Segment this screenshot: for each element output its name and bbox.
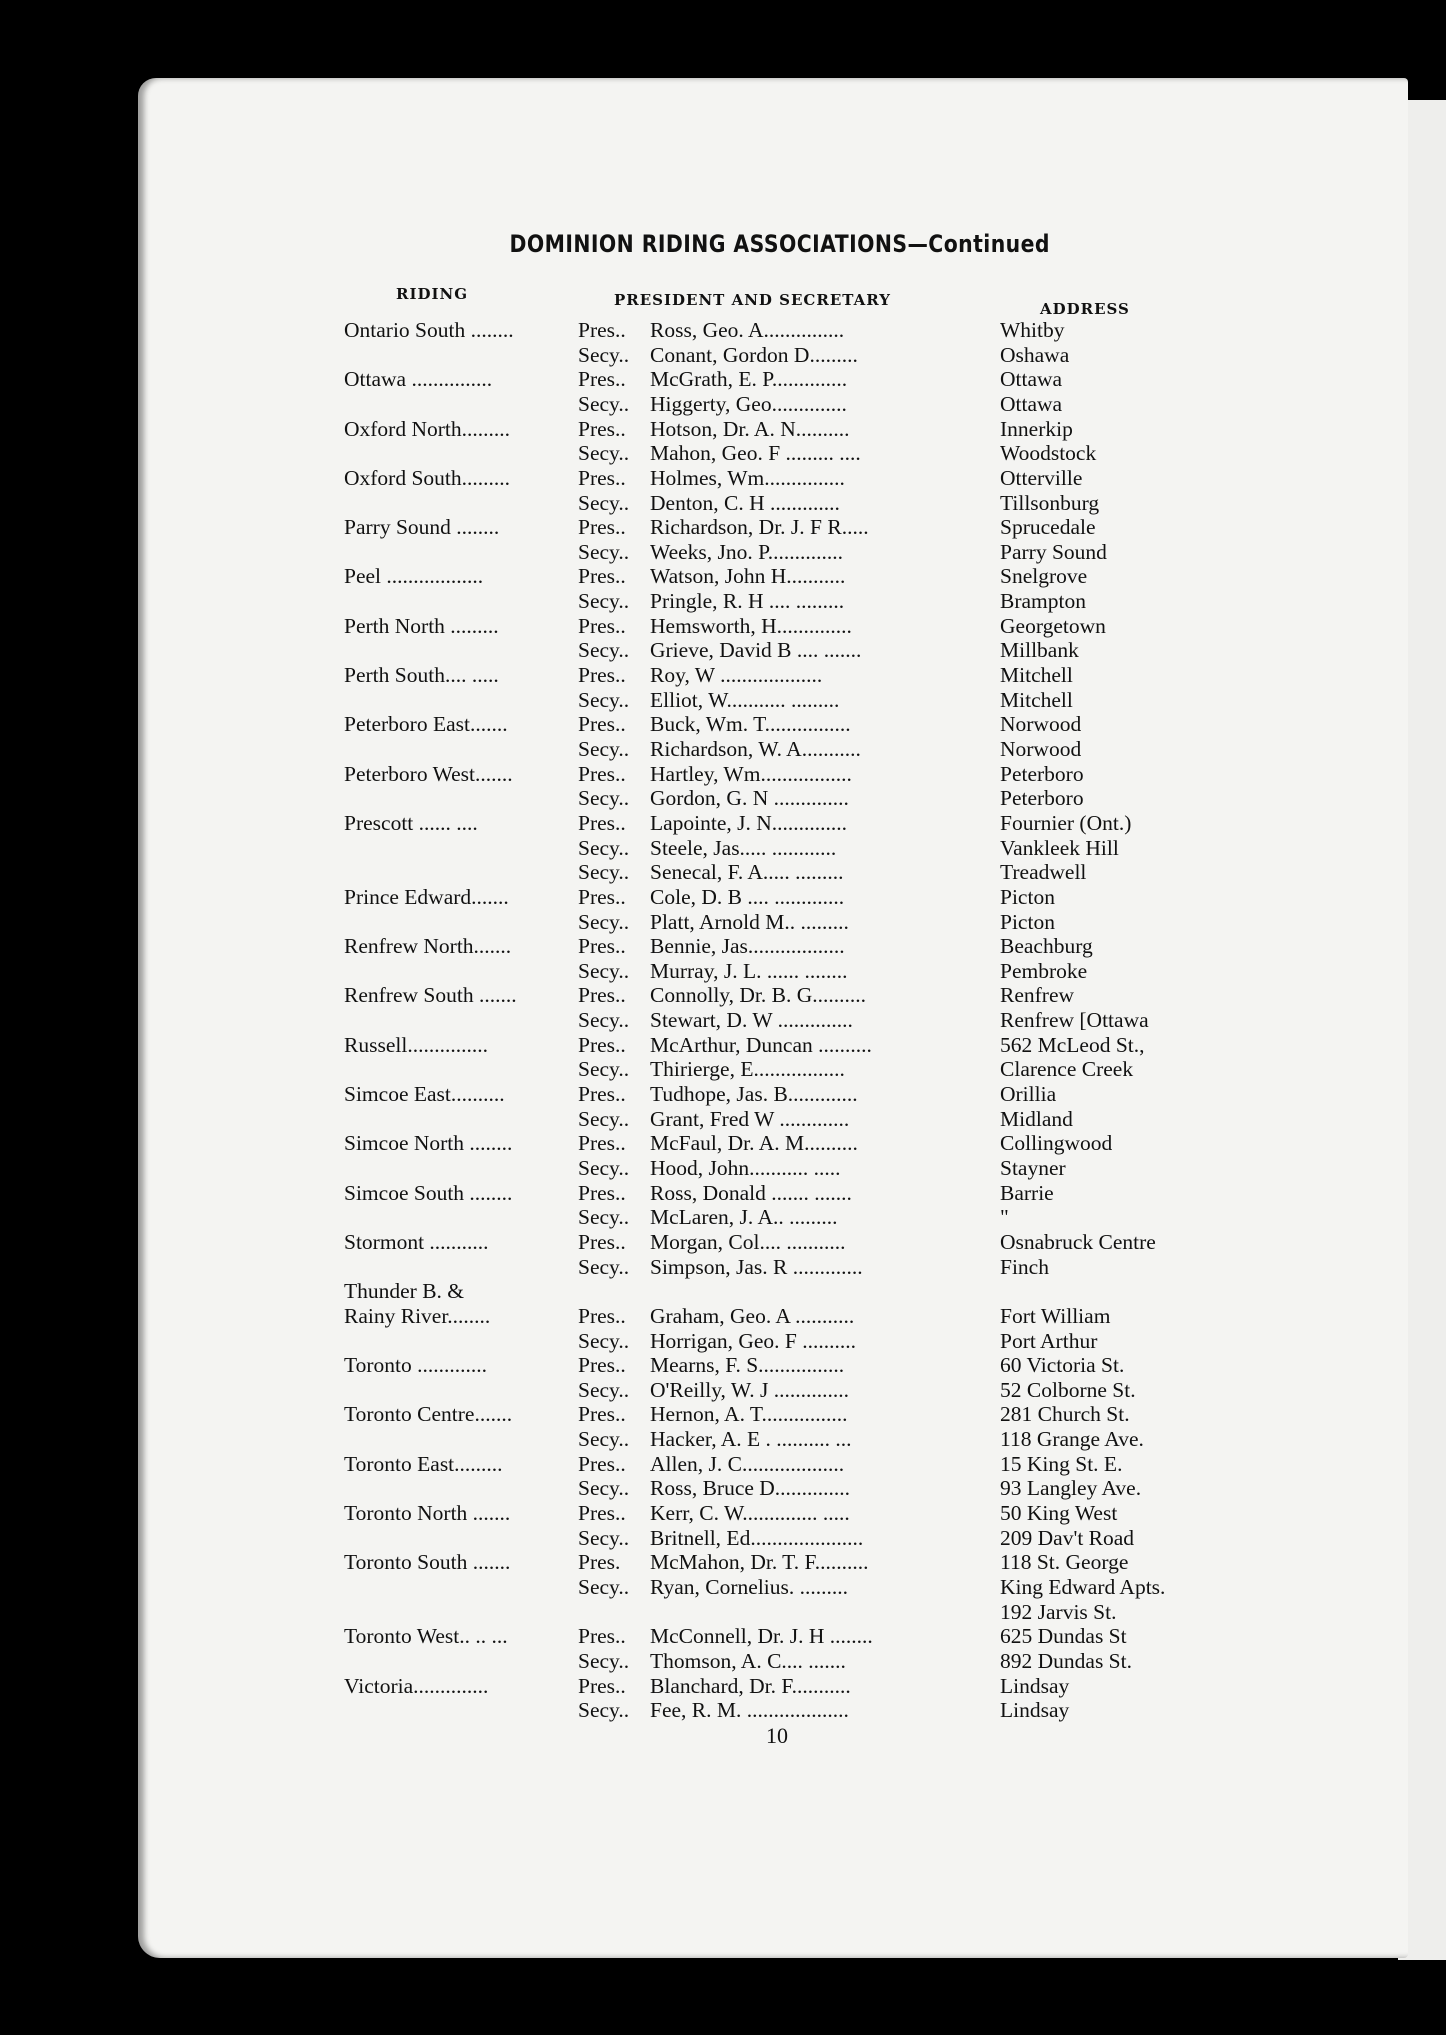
address-cell: Orillia [1000, 1082, 1057, 1107]
table-row [138, 910, 1408, 934]
address-cell: King Edward Apts. [1000, 1574, 1166, 1599]
role-cell: Pres.. [578, 318, 626, 342]
table-row [138, 515, 1408, 539]
role-cell: Pres.. [578, 1353, 626, 1378]
table-row [138, 1575, 1408, 1599]
table-row [138, 466, 1408, 490]
riding-cell: Thunder B. & [344, 1279, 465, 1304]
table-row [138, 1205, 1408, 1229]
address-cell: Innerkip [1000, 416, 1073, 441]
address-cell: 192 Jarvis St. [1000, 1599, 1117, 1624]
riding-cell: Ottawa ............... [344, 367, 493, 392]
role-cell: Secy.. [578, 1476, 630, 1501]
officer-name-cell: Thirierge, E................. [650, 1057, 845, 1082]
role-cell: Secy.. [578, 391, 630, 416]
officer-name-cell: Buck, Wm. T................ [650, 712, 851, 737]
address-cell: Pembroke [1000, 958, 1088, 983]
table-row [138, 1329, 1408, 1353]
address-cell: 281 Church St. [1000, 1402, 1130, 1427]
riding-cell: Renfrew North....... [344, 934, 512, 959]
address-cell: Osnabruck Centre [1000, 1229, 1156, 1254]
column-header-address: ADDRESS [1040, 300, 1130, 318]
table-row [138, 564, 1408, 588]
table-row [138, 1304, 1408, 1328]
officer-name-cell: Mahon, Geo. F ......... .... [650, 441, 861, 466]
officer-name-cell: Gordon, G. N .............. [650, 786, 849, 811]
role-cell: Pres. [578, 1550, 621, 1575]
role-cell: Pres.. [578, 1402, 626, 1427]
officer-name-cell: Hartley, Wm................. [650, 761, 852, 786]
page-number: 10 [766, 1723, 788, 1748]
role-cell: Pres.. [578, 1624, 626, 1649]
officer-name-cell: Richardson, W. A........... [650, 736, 861, 761]
officer-name-cell: Mearns, F. S................ [650, 1353, 845, 1378]
officer-name-cell: McGrath, E. P.............. [650, 367, 848, 392]
table-row [138, 934, 1408, 958]
officer-name-cell: Cole, D. B .... ............. [650, 884, 845, 909]
address-cell: Picton [1000, 909, 1055, 934]
address-cell: Renfrew [Ottawa [1000, 1008, 1149, 1033]
address-cell: Mitchell [1000, 663, 1073, 688]
role-cell: Pres.. [578, 564, 626, 589]
table-row [138, 737, 1408, 761]
table-row [138, 1600, 1408, 1624]
table-row [138, 1107, 1408, 1131]
column-header-riding: RIDING [396, 285, 469, 303]
address-cell: Georgetown [1000, 613, 1106, 638]
address-cell: Peterboro [1000, 761, 1084, 786]
table-row [138, 811, 1408, 835]
officer-name-cell: Conant, Gordon D......... [650, 342, 858, 367]
officer-name-cell: Watson, John H........... [650, 564, 846, 589]
address-cell: 892 Dundas St. [1000, 1648, 1132, 1673]
table-row [138, 762, 1408, 786]
role-cell: Secy.. [578, 1328, 630, 1353]
officer-name-cell: Denton, C. H ............. [650, 490, 840, 515]
officer-name-cell: Thomson, A. C.... ....... [650, 1648, 846, 1673]
address-cell: Woodstock [1000, 441, 1097, 466]
table-row [138, 1181, 1408, 1205]
role-cell: Pres.. [578, 465, 626, 490]
riding-cell: Toronto Centre....... [344, 1402, 513, 1427]
officer-name-cell: Richardson, Dr. J. F R..... [650, 515, 869, 540]
table-row [138, 417, 1408, 441]
officer-name-cell: Horrigan, Geo. F .......... [650, 1328, 857, 1353]
officer-name-cell: McLaren, J. A.. ......... [650, 1205, 838, 1230]
address-cell: Whitby [1000, 318, 1065, 342]
role-cell: Secy.. [578, 1254, 630, 1279]
role-cell: Secy.. [578, 441, 630, 466]
riding-cell: Simcoe North ........ [344, 1131, 513, 1156]
officer-name-cell: Grant, Fred W ............. [650, 1106, 850, 1131]
address-cell: Parry Sound [1000, 539, 1107, 564]
role-cell: Secy.. [578, 1205, 630, 1230]
officer-name-cell: Ross, Bruce D.............. [650, 1476, 851, 1501]
riding-cell: Peterboro West....... [344, 761, 513, 786]
officer-name-cell: Elliot, W........... ......... [650, 687, 840, 712]
address-cell: Sprucedale [1000, 515, 1096, 540]
table-row [138, 1476, 1408, 1500]
table-row [138, 983, 1408, 1007]
officer-name-cell: Stewart, D. W .............. [650, 1008, 853, 1033]
officer-name-cell: Hotson, Dr. A. N.......... [650, 416, 850, 441]
address-cell: Vankleek Hill [1000, 835, 1119, 860]
riding-cell: Prescott ...... .... [344, 810, 478, 835]
role-cell: Pres.. [578, 983, 626, 1008]
address-cell: Finch [1000, 1254, 1049, 1279]
riding-cell: Ontario South ........ [344, 318, 514, 342]
officer-name-cell: McMahon, Dr. T. F.......... [650, 1550, 869, 1575]
table-row [138, 959, 1408, 983]
table-row [138, 1698, 1408, 1722]
role-cell: Secy.. [578, 589, 630, 614]
table-row [138, 1624, 1408, 1648]
role-cell: Pres.. [578, 613, 626, 638]
riding-cell: Toronto South ....... [344, 1550, 511, 1575]
address-cell: Lindsay [1000, 1698, 1070, 1723]
address-cell: Fort William [1000, 1303, 1111, 1328]
address-cell: Midland [1000, 1106, 1073, 1131]
officer-name-cell: Grieve, David B .... ....... [650, 638, 862, 663]
officer-name-cell: Pringle, R. H .... ......... [650, 589, 845, 614]
role-cell: Secy.. [578, 786, 630, 811]
role-cell: Secy.. [578, 1427, 630, 1452]
officer-name-cell: Hernon, A. T................ [650, 1402, 848, 1427]
officer-name-cell: Ross, Geo. A............... [650, 318, 845, 342]
address-cell: Millbank [1000, 638, 1079, 663]
table-row [138, 1131, 1408, 1155]
officer-name-cell: Tudhope, Jas. B............. [650, 1082, 858, 1107]
role-cell: Pres.. [578, 367, 626, 392]
role-cell: Pres.. [578, 1501, 626, 1526]
address-cell: " [1000, 1205, 1009, 1230]
table-row [138, 1526, 1408, 1550]
riding-cell: Toronto North ....... [344, 1501, 511, 1526]
officer-name-cell: Connolly, Dr. B. G.......... [650, 983, 867, 1008]
role-cell: Pres.. [578, 1032, 626, 1057]
riding-cell: Victoria.............. [344, 1673, 489, 1698]
officer-name-cell: Senecal, F. A..... ......... [650, 860, 844, 885]
officer-name-cell: Graham, Geo. A ........... [650, 1303, 855, 1328]
role-cell: Secy.. [578, 909, 630, 934]
officer-name-cell: Steele, Jas..... ............ [650, 835, 837, 860]
document-page [138, 78, 1408, 1958]
officer-name-cell: Lapointe, J. N.............. [650, 810, 848, 835]
officer-name-cell: Holmes, Wm............... [650, 465, 845, 490]
role-cell: Secy.. [578, 539, 630, 564]
riding-cell: Rainy River........ [344, 1303, 491, 1328]
address-cell: Norwood [1000, 736, 1082, 761]
table-row [138, 1156, 1408, 1180]
officer-name-cell: O'Reilly, W. J .............. [650, 1377, 849, 1402]
table-row [138, 1550, 1408, 1574]
riding-cell: Stormont ........... [344, 1229, 489, 1254]
officer-name-cell: Hacker, A. E . .......... ... [650, 1427, 852, 1452]
address-cell: Fournier (Ont.) [1000, 810, 1132, 835]
riding-cell: Toronto ............. [344, 1353, 488, 1378]
role-cell: Secy.. [578, 1106, 630, 1131]
riding-cell: Perth South.... ..... [344, 663, 499, 688]
address-cell: Snelgrove [1000, 564, 1088, 589]
address-cell: Brampton [1000, 589, 1086, 614]
page-title: DOMINION RIDING ASSOCIATIONS—Continued [509, 230, 1050, 258]
address-cell: Peterboro [1000, 786, 1084, 811]
table-row [138, 1008, 1408, 1032]
address-cell: Tillsonburg [1000, 490, 1100, 515]
table-row [138, 1082, 1408, 1106]
address-cell: Norwood [1000, 712, 1082, 737]
role-cell: Secy.. [578, 1698, 630, 1723]
officer-name-cell: Hood, John........... ..... [650, 1155, 841, 1180]
role-cell: Pres.. [578, 663, 626, 688]
role-cell: Pres.. [578, 884, 626, 909]
address-cell: Port Arthur [1000, 1328, 1098, 1353]
table-row [138, 392, 1408, 416]
officer-name-cell: Higgerty, Geo.............. [650, 391, 847, 416]
role-cell: Secy.. [578, 835, 630, 860]
role-cell: Pres.. [578, 1451, 626, 1476]
address-cell: 625 Dundas St [1000, 1624, 1127, 1649]
table-row [138, 885, 1408, 909]
riding-cell: Toronto West.. .. ... [344, 1624, 508, 1649]
riding-table [138, 318, 1408, 1723]
riding-cell: Oxford South......... [344, 465, 511, 490]
table-row [138, 1057, 1408, 1081]
role-cell: Secy.. [578, 1574, 630, 1599]
officer-name-cell: McArthur, Duncan .......... [650, 1032, 872, 1057]
role-cell: Pres.. [578, 515, 626, 540]
address-cell: Oshawa [1000, 342, 1070, 367]
address-cell: 15 King St. E. [1000, 1451, 1123, 1476]
table-row [138, 688, 1408, 712]
address-cell: Treadwell [1000, 860, 1087, 885]
role-cell: Pres.. [578, 1180, 626, 1205]
role-cell: Secy.. [578, 1377, 630, 1402]
address-cell: 562 McLeod St., [1000, 1032, 1145, 1057]
role-cell: Pres.. [578, 712, 626, 737]
role-cell: Pres.. [578, 1229, 626, 1254]
address-cell: Renfrew [1000, 983, 1075, 1008]
address-cell: 118 St. George [1000, 1550, 1129, 1575]
table-row [138, 318, 1408, 342]
officer-name-cell: Britnell, Ed..................... [650, 1525, 864, 1550]
address-cell: Beachburg [1000, 934, 1093, 959]
riding-cell: Renfrew South ....... [344, 983, 517, 1008]
table-row [138, 1649, 1408, 1673]
role-cell: Secy.. [578, 342, 630, 367]
column-header-officers: PRESIDENT AND SECRETARY [614, 291, 891, 309]
address-cell: Ottawa [1000, 367, 1063, 392]
address-cell: Lindsay [1000, 1673, 1070, 1698]
address-cell: 50 King West [1000, 1501, 1118, 1526]
role-cell: Secy.. [578, 1057, 630, 1082]
table-row [138, 1427, 1408, 1451]
table-row [138, 367, 1408, 391]
riding-cell: Parry Sound ........ [344, 515, 500, 540]
address-cell: 60 Victoria St. [1000, 1353, 1125, 1378]
riding-cell: Perth North ......... [344, 613, 499, 638]
address-cell: Otterville [1000, 465, 1083, 490]
role-cell: Pres.. [578, 1673, 626, 1698]
table-row [138, 1353, 1408, 1377]
table-row [138, 1033, 1408, 1057]
table-row [138, 663, 1408, 687]
role-cell: Pres.. [578, 1131, 626, 1156]
riding-cell: Peterboro East....... [344, 712, 508, 737]
table-row [138, 1230, 1408, 1254]
table-row [138, 540, 1408, 564]
officer-name-cell: Allen, J. C................... [650, 1451, 845, 1476]
role-cell: Secy.. [578, 1008, 630, 1033]
riding-cell: Peel .................. [344, 564, 484, 589]
table-row [138, 1378, 1408, 1402]
officer-name-cell: Morgan, Col.... ........... [650, 1229, 846, 1254]
role-cell: Pres.. [578, 416, 626, 441]
table-row [138, 1279, 1408, 1303]
officer-name-cell: Weeks, Jno. P.............. [650, 539, 843, 564]
table-row [138, 1452, 1408, 1476]
role-cell: Pres.. [578, 1082, 626, 1107]
address-cell: Collingwood [1000, 1131, 1113, 1156]
officer-name-cell: Hemsworth, H.............. [650, 613, 852, 638]
table-row [138, 441, 1408, 465]
officer-name-cell: Fee, R. M. ................... [650, 1698, 849, 1723]
officer-name-cell: Simpson, Jas. R ............. [650, 1254, 863, 1279]
table-row [138, 1674, 1408, 1698]
role-cell: Secy.. [578, 1648, 630, 1673]
table-row [138, 836, 1408, 860]
role-cell: Pres.. [578, 1303, 626, 1328]
role-cell: Secy.. [578, 687, 630, 712]
officer-name-cell: Blanchard, Dr. F........... [650, 1673, 851, 1698]
address-cell: Barrie [1000, 1180, 1054, 1205]
officer-name-cell: Ross, Donald ....... ....... [650, 1180, 852, 1205]
role-cell: Pres.. [578, 934, 626, 959]
address-cell: 118 Grange Ave. [1000, 1427, 1144, 1452]
table-row [138, 343, 1408, 367]
riding-cell: Russell............... [344, 1032, 488, 1057]
table-row [138, 712, 1408, 736]
role-cell: Secy.. [578, 736, 630, 761]
table-row [138, 1255, 1408, 1279]
address-cell: 209 Dav't Road [1000, 1525, 1135, 1550]
riding-cell: Prince Edward....... [344, 884, 509, 909]
officer-name-cell: Bennie, Jas.................. [650, 934, 845, 959]
role-cell: Secy.. [578, 860, 630, 885]
role-cell: Secy.. [578, 1525, 630, 1550]
table-row [138, 1501, 1408, 1525]
officer-name-cell: McConnell, Dr. J. H ........ [650, 1624, 873, 1649]
role-cell: Secy.. [578, 490, 630, 515]
riding-cell: Toronto East......... [344, 1451, 503, 1476]
address-cell: Stayner [1000, 1155, 1066, 1180]
table-row [138, 786, 1408, 810]
table-row [138, 589, 1408, 613]
address-cell: 52 Colborne St. [1000, 1377, 1136, 1402]
table-row [138, 638, 1408, 662]
address-cell: Mitchell [1000, 687, 1073, 712]
officer-name-cell: Ryan, Cornelius. ......... [650, 1574, 849, 1599]
role-cell: Secy.. [578, 1155, 630, 1180]
officer-name-cell: Roy, W ................... [650, 663, 823, 688]
table-row [138, 860, 1408, 884]
officer-name-cell: Murray, J. L. ...... ........ [650, 958, 848, 983]
address-cell: Clarence Creek [1000, 1057, 1134, 1082]
table-row [138, 1402, 1408, 1426]
role-cell: Pres.. [578, 810, 626, 835]
officer-name-cell: McFaul, Dr. A. M.......... [650, 1131, 858, 1156]
address-cell: Ottawa [1000, 391, 1063, 416]
riding-cell: Oxford North......... [344, 416, 511, 441]
riding-cell: Simcoe East.......... [344, 1082, 505, 1107]
role-cell: Secy.. [578, 638, 630, 663]
address-cell: 93 Langley Ave. [1000, 1476, 1142, 1501]
address-cell: Picton [1000, 884, 1055, 909]
table-row [138, 491, 1408, 515]
officer-name-cell: Platt, Arnold M.. ......... [650, 909, 849, 934]
officer-name-cell: Kerr, C. W.............. ..... [650, 1501, 850, 1526]
table-row [138, 614, 1408, 638]
role-cell: Pres.. [578, 761, 626, 786]
role-cell: Secy.. [578, 958, 630, 983]
riding-cell: Simcoe South ........ [344, 1180, 513, 1205]
